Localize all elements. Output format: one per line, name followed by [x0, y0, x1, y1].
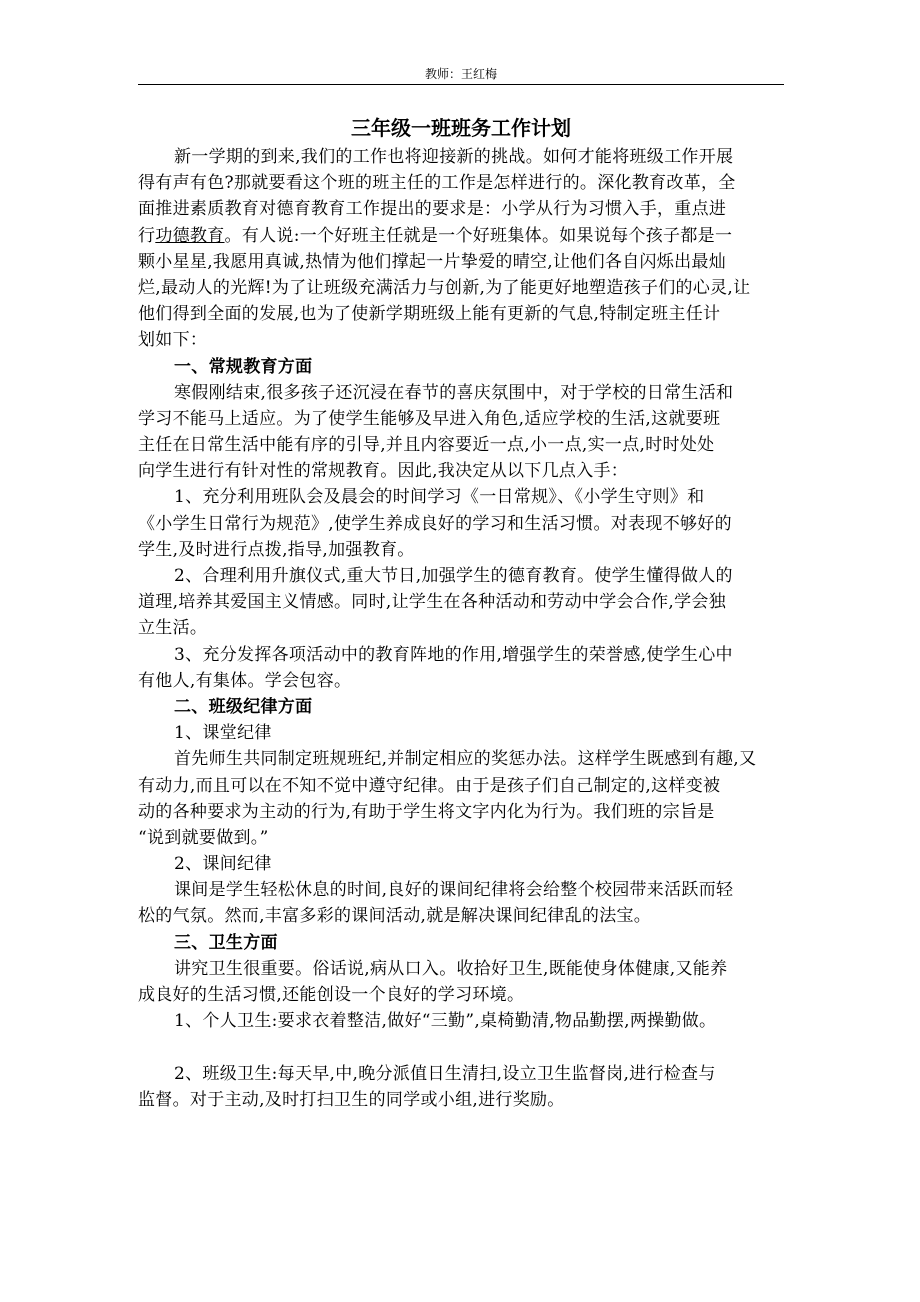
section-heading: 一、常规教育方面 [174, 356, 313, 377]
text-line: 划如下： [138, 330, 208, 351]
text-line: 有他人,有集体。学会包容。 [138, 670, 352, 691]
text-line: 学习不能马上适应。为了使学生能够及早进入角色,适应学校的生活,这就要班 [138, 408, 721, 429]
text-line: 颗小星星,我愿用真诚,热情为他们撑起一片挚爱的晴空,让他们各自闪烁出最灿 [138, 251, 727, 272]
text-line: 主任在日常生活中能有序的引导,并且内容要近一点,小一点,实一点,时时处处 [138, 435, 715, 456]
text-line: 新一学期的到来,我们的工作也将迎接新的挑战。如何才能将班级工作开展 [174, 147, 734, 167]
section-hygiene [138, 930, 818, 1113]
text-line: 首先师生共同制定班规班纪,并制定相应的奖惩办法。这样学生既感到有趣,又 [174, 749, 757, 770]
text-line: 他们得到全面的发展,也为了使新学期班级上能有更新的气息,特制定班主任计 [138, 304, 721, 325]
text-line: 道理,培养其爱国主义情感。同时,让学生在各种活动和劳动中学会合作,学会独 [138, 592, 727, 613]
blank-line [138, 1034, 818, 1060]
text-line: 烂,最动人的光辉!为了让班级充满活力与创新,为了能更好地塑造孩子们的心灵,让 [138, 277, 751, 298]
section-routine-education [138, 354, 818, 694]
text-line: 3、充分发挥各项活动中的教育阵地的作用,增强学生的荣誉感,使学生心中 [174, 644, 733, 665]
text-line: 学生,及时进行点拨,指导,加强教育。 [138, 539, 415, 560]
text-line: 动的各种要求为主动的行为,有助于学生将文字内化为行为。我们班的宗旨是 [138, 801, 715, 822]
text-line: 成良好的生活习惯,还能创设一个良好的学习环境。 [138, 985, 525, 1005]
text-line: 2、合理利用升旗仪式,重大节日,加强学生的德育教育。使学生懂得做人的 [174, 566, 733, 586]
text-line: 面推进素质教育对德育教育工作提出的要求是：小学从行为习惯入手，重点进 [138, 199, 727, 220]
text-line: 2、班级卫生:每天早,中,晚分派值日生清扫,设立卫生监督岗,进行检查与 [174, 1063, 716, 1084]
text-line: 1、个人卫生:要求衣着整洁,做好“三勤”,桌椅勤清,物品勤摆,两操勤做。 [174, 1011, 717, 1032]
text-line: 1、充分利用班队会及晨会的时间学习《一日常规》、《小学生守则》和 [174, 487, 705, 508]
text-line: 讲究卫生很重要。俗话说,病从口入。收拾好卫生,既能使身体健康,又能养 [174, 958, 728, 979]
text-line: 立生活。 [138, 618, 208, 639]
subheading: 2、课间纪律 [174, 854, 272, 875]
section-heading: 三、卫生方面 [174, 932, 278, 953]
subheading: 1、课堂纪律 [174, 723, 272, 744]
section-heading: 二、班级纪律方面 [174, 696, 313, 717]
text-fragment: 行 [138, 225, 156, 246]
text-line: 寒假刚结束,很多孩子还沉浸在春节的喜庆氛围中，对于学校的日常生活和 [174, 382, 734, 403]
text-line [138, 223, 818, 249]
text-line: 《小学生日常行为规范》,使学生养成良好的学习和生活习惯。对表现不够好的 [138, 513, 732, 534]
text-line: 监督。对于主动,及时打扫卫生的同学或小组,进行奖励。 [138, 1089, 565, 1110]
text-line: 松的气氛。然而,丰富多彩的课间活动,就是解决课间纪律乱的法宝。 [138, 906, 652, 927]
document-title: 三年级一班班务工作计划 [351, 116, 571, 140]
underlined-term: 功德教育 [155, 225, 225, 246]
text-line: “说到就要做到。” [138, 827, 269, 848]
text-line: 课间是学生轻松休息的时间,良好的课间纪律将会给整个校园带来活跃而轻 [174, 880, 734, 901]
text-fragment: 。有人说:一个好班主任就是一个好班集体。如果说每个孩子都是一 [224, 225, 733, 246]
page-header: 教师：王红梅 [424, 67, 497, 81]
text-line: 得有声有色?那就要看这个班的班主任的工作是怎样进行的。深化教育改革，全 [138, 173, 736, 194]
section-class-discipline [138, 694, 818, 930]
document-body [138, 112, 818, 1113]
header-rule [138, 84, 784, 85]
text-line: 有动力,而且可以在不知不觉中遵守纪律。由于是孩子们自己制定的,这样变被 [138, 775, 721, 796]
intro-paragraph [138, 144, 818, 354]
text-line: 向学生进行有针对性的常规教育。因此,我决定从以下几点入手： [138, 461, 629, 482]
